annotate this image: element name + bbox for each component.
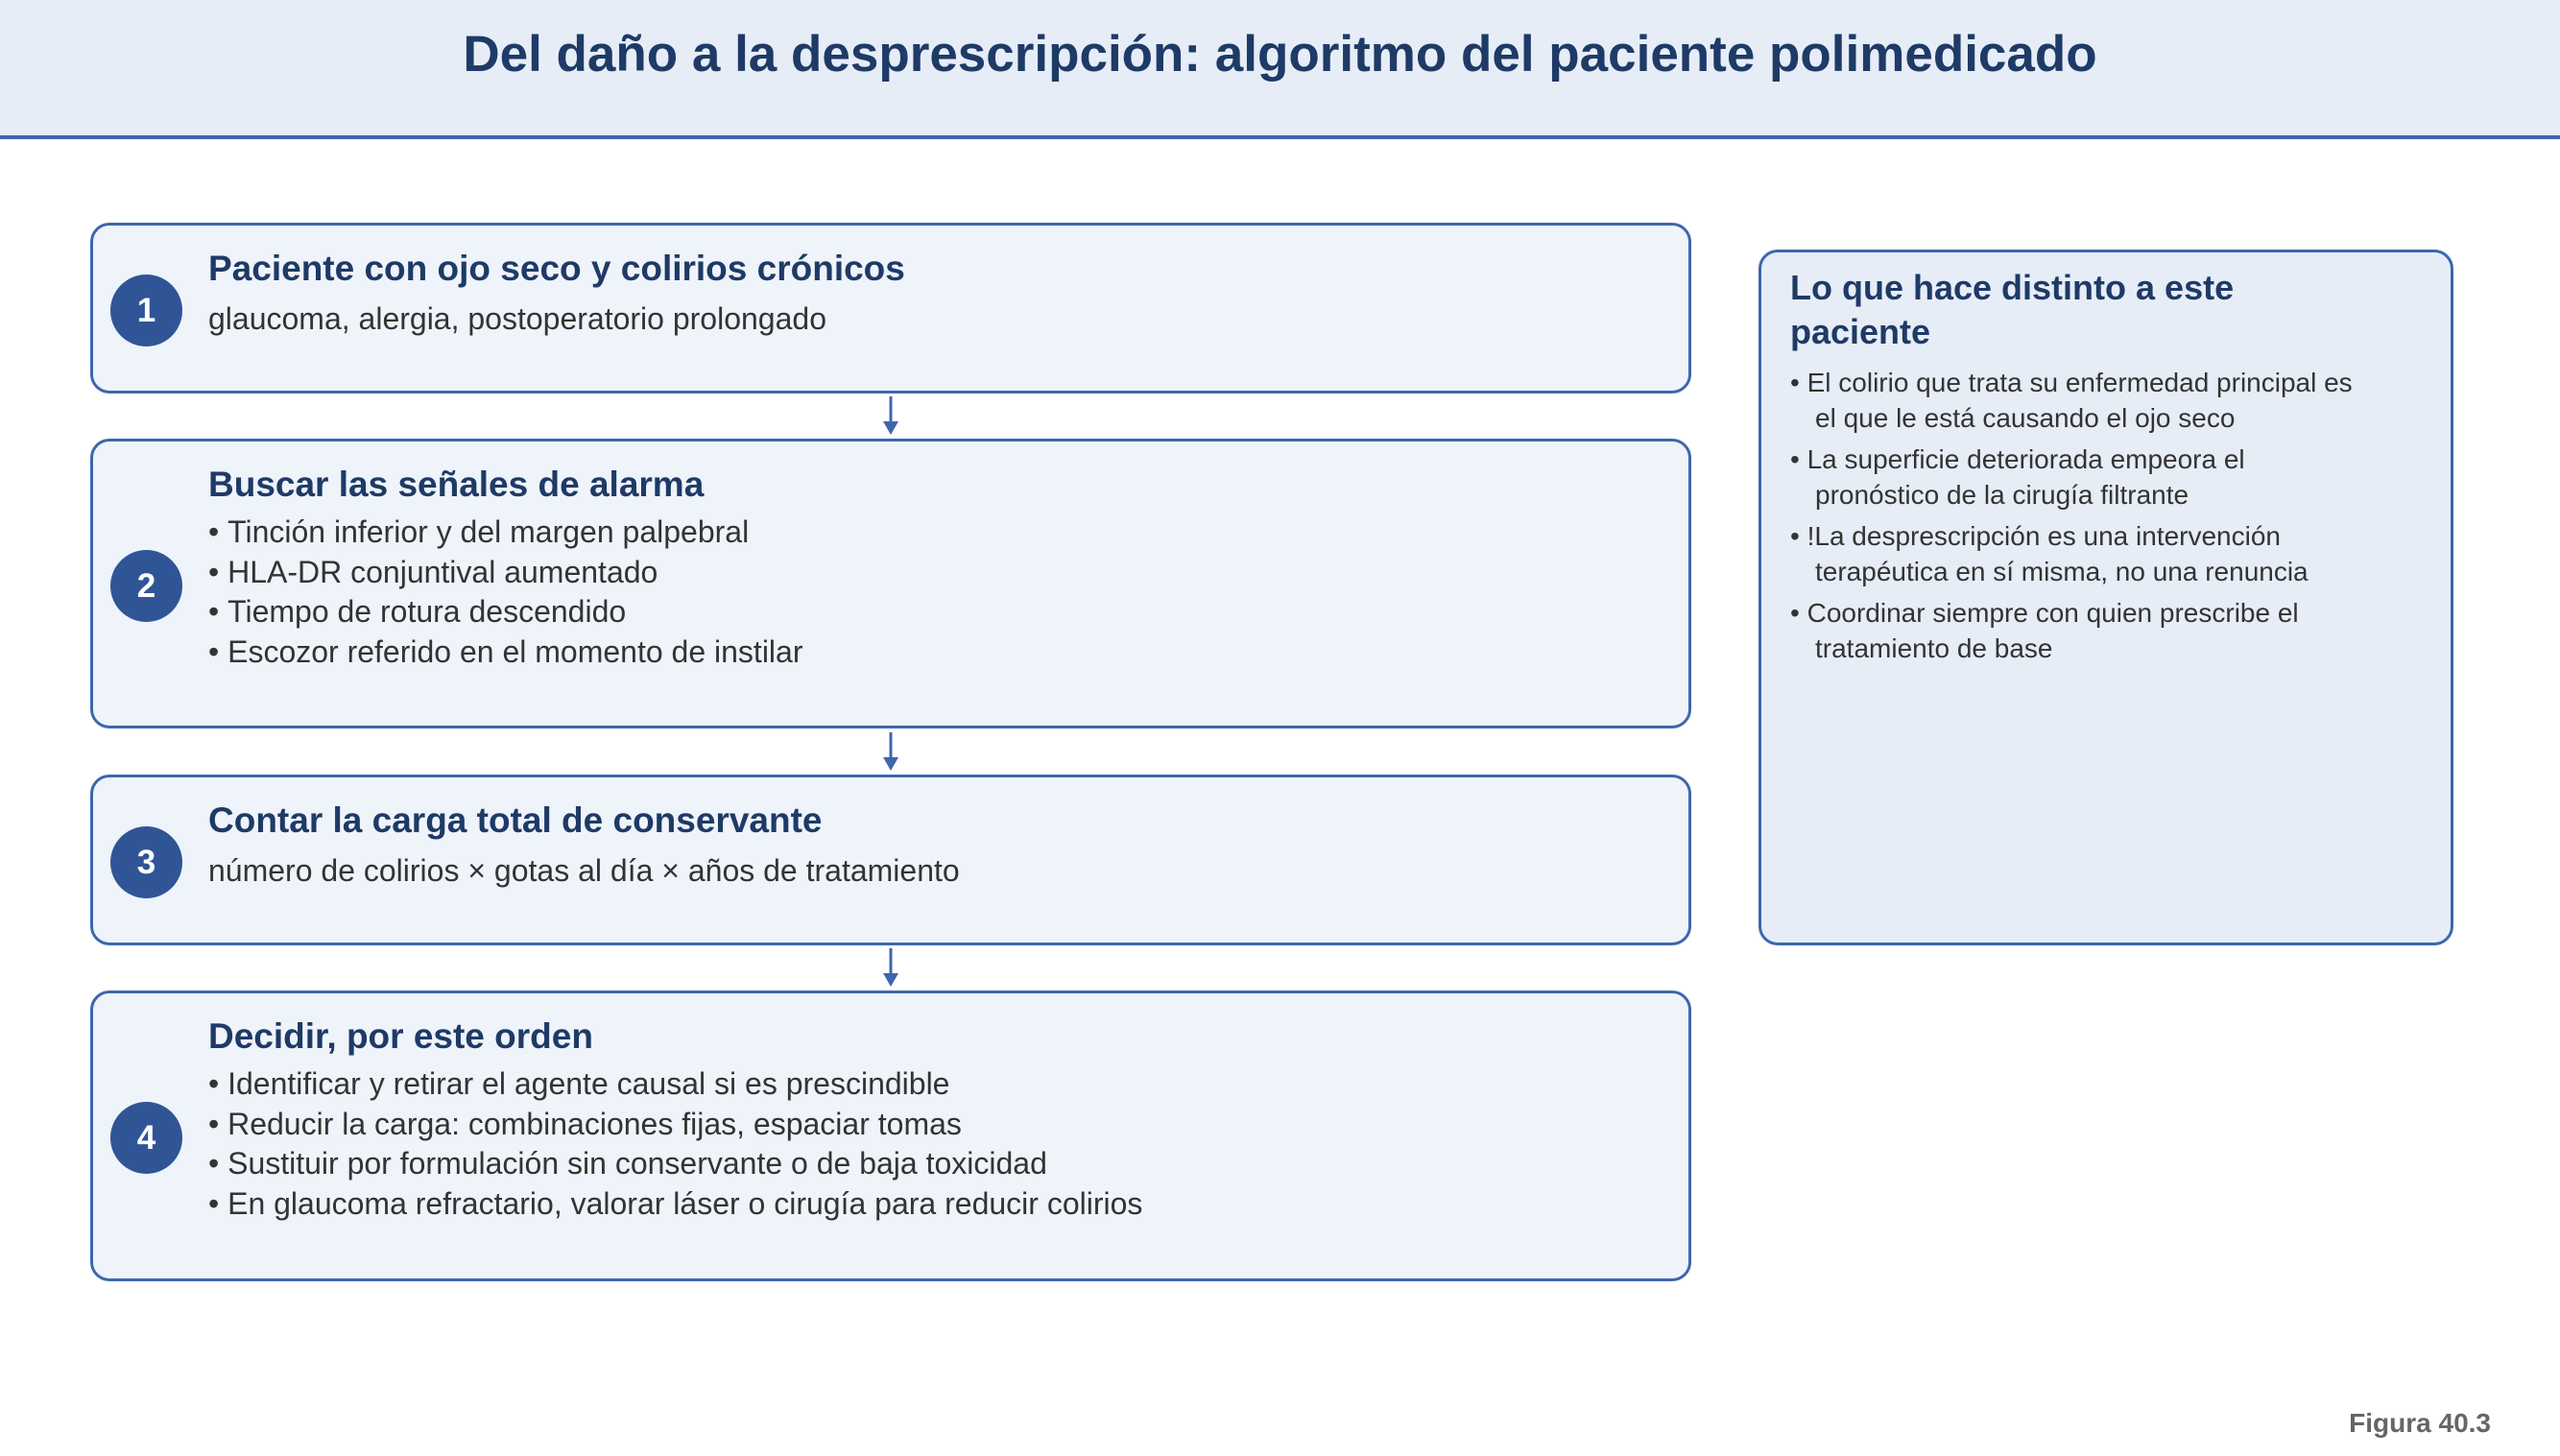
step-4-list (208, 1064, 1142, 1224)
step-2-list (208, 513, 802, 672)
list-item: • Reducir la carga: combinaciones fijas, espaciar tomas (208, 1105, 1142, 1145)
list-item: • La superficie deteriorada empeora el pronóstico de la cirugía filtrante (1790, 442, 2366, 513)
step-2-number-badge: 2 (110, 550, 182, 622)
list-item: • Escozor referido en el momento de instilar (208, 633, 802, 673)
arrow-down-icon (881, 732, 900, 773)
header-banner (0, 0, 2560, 139)
step-1-number-badge: 1 (110, 274, 182, 346)
sidebar-title: Lo que hace distinto a este paciente (1790, 268, 2235, 351)
list-item: • Tiempo de rotura descendido (208, 592, 802, 633)
step-3-subtitle: número de colirios × gotas al día × años de tratamiento (208, 853, 960, 888)
list-item: • HLA-DR conjuntival aumentado (208, 553, 802, 593)
list-item: • Coordinar siempre con quien prescribe el tratamiento de base (1790, 596, 2366, 666)
step-3-number-badge: 3 (110, 826, 182, 898)
step-3-title: Contar la carga total de conservante (208, 800, 823, 840)
page-title: Del daño a la desprescripción: algoritmo del paciente polimedicado (463, 26, 2097, 83)
sidebar-list (1790, 366, 2366, 673)
step-2-title: Buscar las señales de alarma (208, 465, 705, 504)
list-item: • En glaucoma refractario, valorar láser o cirugía para reducir colirios (208, 1184, 1142, 1225)
step-1-title: Paciente con ojo seco y colirios crónicos (208, 249, 905, 288)
list-item: • Identificar y retirar el agente causal si es prescindible (208, 1064, 1142, 1105)
step-4-title: Decidir, por este orden (208, 1016, 593, 1056)
figure-label: Figura 40.3 (2349, 1408, 2491, 1438)
list-item: • Sustituir por formulación sin conservante o de baja toxicidad (208, 1144, 1142, 1184)
step-4-box (90, 991, 1691, 1281)
step-1-box (90, 223, 1691, 394)
step-2-box (90, 439, 1691, 728)
list-item: • Tinción inferior y del margen palpebral (208, 513, 802, 553)
step-3-box (90, 775, 1691, 945)
step-1-subtitle: glaucoma, alergia, postoperatorio prolongado (208, 301, 826, 336)
step-4-number-badge: 4 (110, 1102, 182, 1174)
sidebar-box (1759, 250, 2453, 945)
arrow-down-icon (881, 396, 900, 437)
list-item: • !La desprescripción es una intervención terapéutica en sí misma, no una renuncia (1790, 519, 2366, 589)
list-item: • El colirio que trata su enfermedad principal es el que le está causando el ojo seco (1790, 366, 2366, 436)
arrow-down-icon (881, 948, 900, 989)
